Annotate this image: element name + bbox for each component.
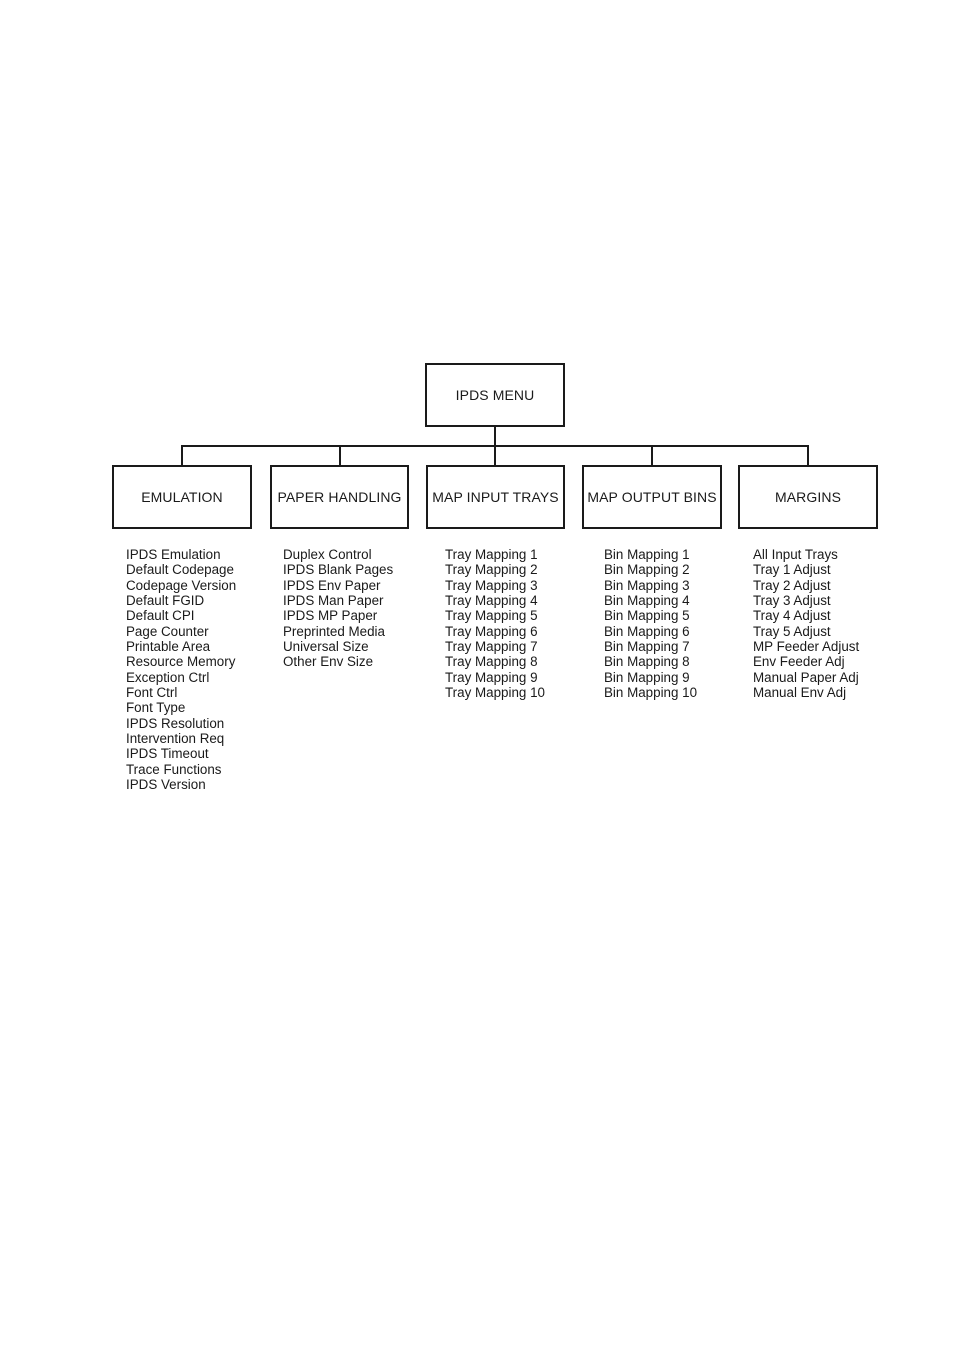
menu-item: Trace Functions [126, 761, 222, 777]
menu-item: Tray 4 Adjust [753, 608, 831, 624]
menu-item: Bin Mapping 8 [604, 654, 690, 670]
map-input-trays-connector-line [494, 445, 496, 465]
menu-item: Bin Mapping 4 [604, 593, 690, 609]
menu-item: Font Type [126, 700, 186, 716]
menu-item: Preprinted Media [283, 623, 385, 639]
menu-item: IPDS Resolution [126, 715, 225, 731]
menu-item: Tray Mapping 2 [445, 562, 538, 578]
menu-item: Tray Mapping 3 [445, 577, 538, 593]
map-output-bins-items-list [604, 547, 697, 700]
menu-item: Bin Mapping 7 [604, 639, 690, 655]
menu-item: IPDS Env Paper [283, 577, 381, 593]
menu-item: Tray Mapping 10 [445, 685, 545, 701]
menu-item: Tray 2 Adjust [753, 577, 831, 593]
menu-item: IPDS Blank Pages [283, 562, 394, 578]
menu-item: Tray 1 Adjust [753, 562, 831, 578]
paper-handling-node: PAPER HANDLING [270, 465, 409, 529]
root-connector-line [494, 427, 496, 446]
menu-item: Bin Mapping 9 [604, 669, 690, 685]
menu-item: Exception Ctrl [126, 669, 210, 685]
map-output-bins-connector-line [651, 445, 653, 465]
map-output-bins-node: MAP OUTPUT BINS [582, 465, 722, 529]
menu-item: Bin Mapping 1 [604, 547, 690, 562]
menu-item: Bin Mapping 10 [604, 685, 698, 701]
menu-item: Page Counter [126, 623, 209, 639]
menu-item: Manual Paper Adj [753, 669, 859, 685]
margins-node: MARGINS [738, 465, 878, 529]
paper-handling-items-list [283, 547, 393, 670]
menu-item: MP Feeder Adjust [753, 639, 860, 655]
margins-connector-line [807, 445, 809, 465]
menu-item: Bin Mapping 6 [604, 623, 690, 639]
menu-item: Bin Mapping 2 [604, 562, 690, 578]
paper-handling-connector-line [339, 445, 341, 465]
menu-item: Tray 5 Adjust [753, 623, 831, 639]
menu-item: Default Codepage [126, 562, 234, 578]
menu-item: Universal Size [283, 639, 369, 655]
menu-item: Tray 3 Adjust [753, 593, 831, 609]
menu-item: Bin Mapping 5 [604, 608, 690, 624]
emulation-node: EMULATION [112, 465, 252, 529]
menu-item: Tray Mapping 5 [445, 608, 538, 624]
menu-item: Bin Mapping 3 [604, 577, 690, 593]
menu-item: IPDS Emulation [126, 547, 221, 562]
menu-item: Duplex Control [283, 547, 372, 562]
menu-item: Printable Area [126, 639, 211, 655]
menu-item: Other Env Size [283, 654, 374, 670]
menu-item: Env Feeder Adj [753, 654, 845, 670]
ipds-menu-node: IPDS MENU [425, 363, 565, 427]
menu-item: Tray Mapping 8 [445, 654, 538, 670]
menu-item: Default CPI [126, 608, 195, 624]
map-input-trays-items-list [445, 547, 545, 700]
menu-item: IPDS Version [126, 777, 206, 793]
menu-item: Resource Memory [126, 654, 236, 670]
menu-item: Intervention Req [126, 731, 225, 747]
menu-item: Tray Mapping 6 [445, 623, 538, 639]
menu-item: Font Ctrl [126, 685, 178, 701]
menu-item: IPDS MP Paper [283, 608, 378, 624]
emulation-items-list [126, 547, 236, 793]
menu-item: IPDS Timeout [126, 746, 209, 762]
menu-item: Codepage Version [126, 577, 237, 593]
menu-item: Tray Mapping 1 [445, 547, 538, 562]
menu-item: Manual Env Adj [753, 685, 847, 701]
menu-item: Tray Mapping 7 [445, 639, 538, 655]
menu-item: All Input Trays [753, 547, 838, 562]
menu-item: IPDS Man Paper [283, 593, 384, 609]
map-input-trays-node: MAP INPUT TRAYS [426, 465, 565, 529]
menu-item: Tray Mapping 4 [445, 593, 538, 609]
menu-item: Default FGID [126, 593, 205, 609]
margins-items-list [753, 547, 859, 700]
menu-item: Tray Mapping 9 [445, 669, 538, 685]
emulation-connector-line [181, 445, 183, 465]
